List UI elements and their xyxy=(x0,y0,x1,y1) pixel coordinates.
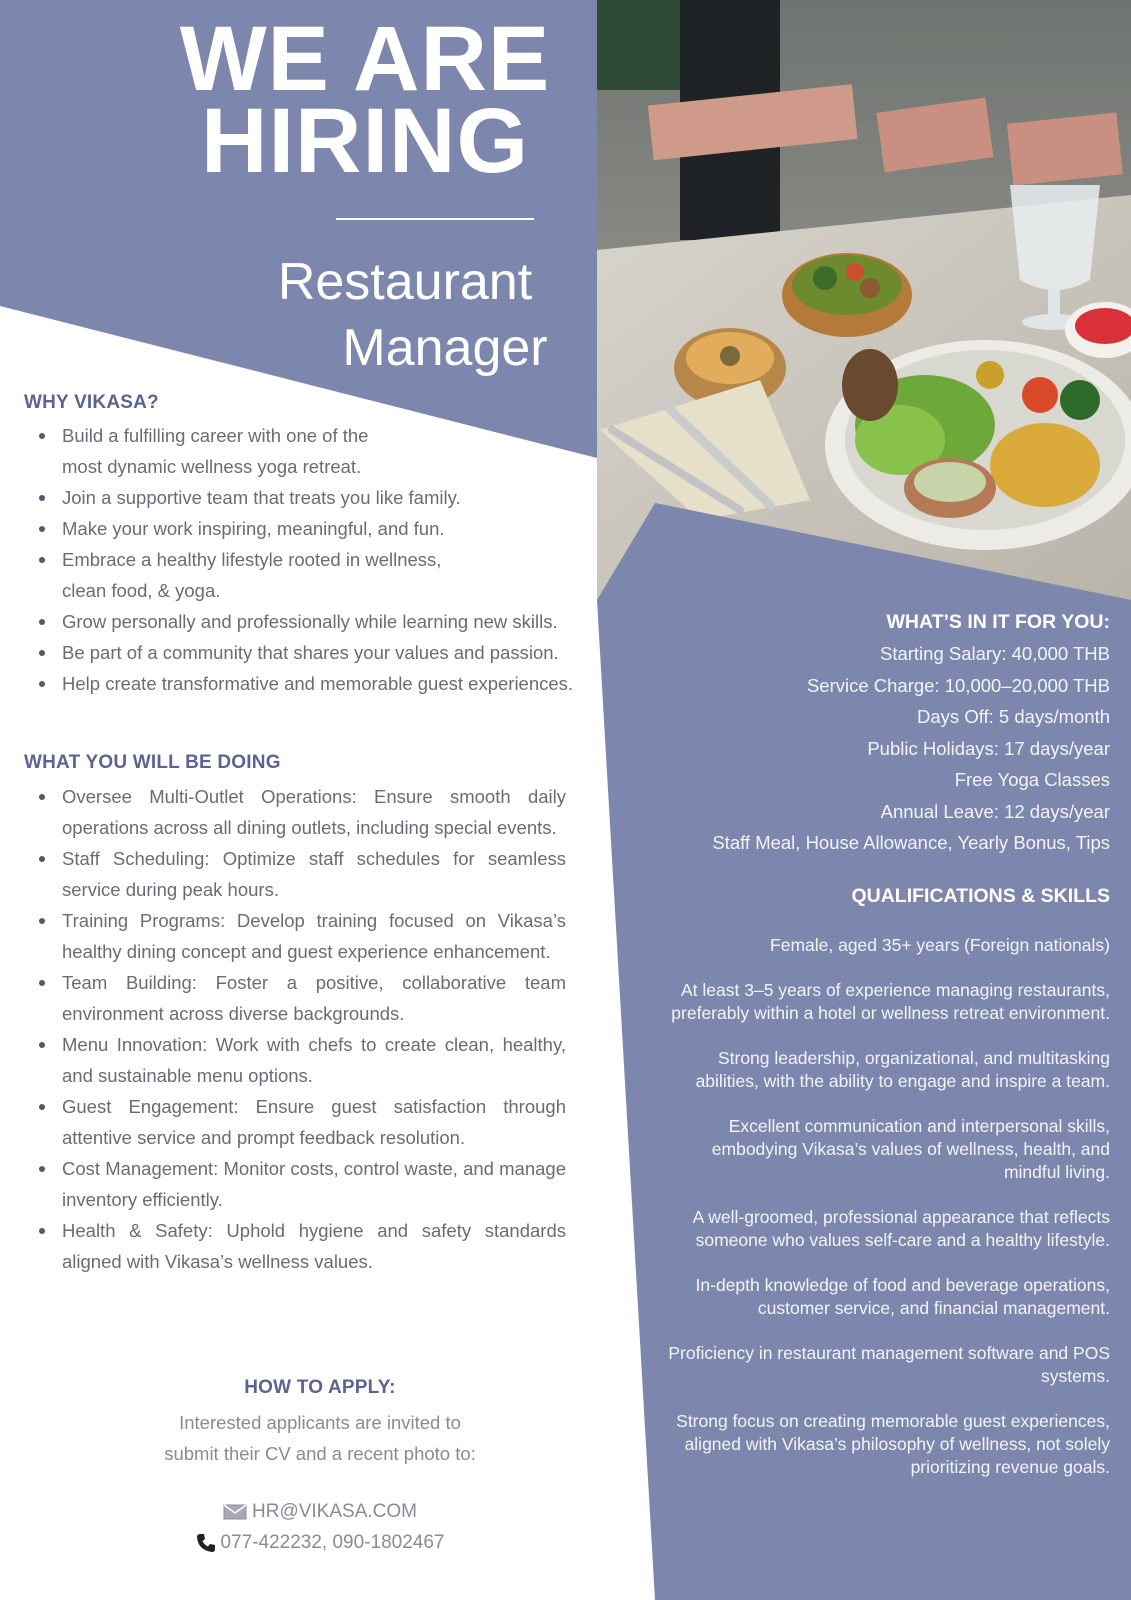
why-vikasa-list xyxy=(24,420,624,699)
list-item: Free Yoga Classes xyxy=(954,769,1110,790)
title-divider xyxy=(336,218,534,220)
list-item: Excellent communication and interpersonal skills, embodying Vikasa’s values of wellness, health, and mindful living. xyxy=(711,1116,1110,1182)
hiring-title-line1: WE ARE xyxy=(179,8,551,110)
list-item: Guest Engagement: Ensure guest satisfaction through attentive service and prompt feedback resolution. xyxy=(24,1091,566,1153)
list-item: Days Off: 5 days/month xyxy=(917,706,1110,727)
phone-icon xyxy=(196,1533,216,1553)
list-item: Strong leadership, organizational, and multitasking abilities, with the ability to engage and inspire a team. xyxy=(695,1048,1110,1091)
hiring-title-line2: HIRING xyxy=(201,90,529,192)
list-item: Embrace a healthy lifestyle rooted in wellness, clean food, & yoga. xyxy=(24,544,482,606)
list-item: Female, aged 35+ years (Foreign nationals) xyxy=(770,935,1110,955)
list-item: Service Charge: 10,000–20,000 THB xyxy=(806,674,1110,696)
how-to-apply-heading: HOW TO APPLY: xyxy=(244,1377,396,1398)
list-item: Strong focus on creating memorable guest experiences, aligned with Vikasa’s philosophy of wellness, not solely prioritizing revenue goals. xyxy=(676,1411,1110,1477)
list-item: In-depth knowledge of food and beverage operations, customer service, and financial management. xyxy=(695,1275,1110,1318)
perks-list xyxy=(660,638,1110,859)
role-title-line2: Manager xyxy=(342,319,548,377)
apply-instructions-line1: Interested applicants are invited to xyxy=(179,1412,461,1433)
qualifications-list xyxy=(660,934,1110,1501)
apply-instructions xyxy=(140,1407,500,1469)
list-item: Cost Management: Monitor costs, control waste, and manage inventory efficiently. xyxy=(24,1153,566,1215)
list-item: Oversee Multi-Outlet Operations: Ensure smooth daily operations across all dining outlets, including special events. xyxy=(24,781,566,843)
apply-instructions-line2: submit their CV and a recent photo to: xyxy=(164,1443,476,1464)
list-item: At least 3–5 years of experience managing restaurants, preferably within a hotel or wellness retreat environment. xyxy=(671,980,1110,1023)
list-item: Be part of a community that shares your values and passion. xyxy=(24,637,624,668)
hiring-title xyxy=(150,8,580,192)
contact-phone-text[interactable]: 077-422232, 090-1802467 xyxy=(220,1532,445,1553)
why-vikasa-heading: WHY VIKASA? xyxy=(24,392,159,413)
list-item: Staff Scheduling: Optimize staff schedules for seamless service during peak hours. xyxy=(24,843,566,905)
list-item: Build a fulfilling career with one of the most dynamic wellness yoga retreat. xyxy=(24,420,402,482)
contact-phone[interactable] xyxy=(140,1532,500,1554)
list-item: Join a supportive team that treats you like family. xyxy=(24,482,624,513)
perks-heading: WHAT’S IN IT FOR YOU: xyxy=(886,611,1110,633)
list-item: Training Programs: Develop training focused on Vikasa’s healthy dining concept and guest experience enhancement. xyxy=(24,905,566,967)
list-item: Staff Meal, House Allowance, Yearly Bonus, Tips xyxy=(712,832,1110,853)
list-item: Annual Leave: 12 days/year xyxy=(880,800,1110,822)
qualifications-heading: QUALIFICATIONS & SKILLS xyxy=(851,885,1110,907)
list-item: A well-groomed, professional appearance that reflects someone who values self-care and a healthy lifestyle. xyxy=(692,1207,1110,1250)
list-item: Health & Safety: Uphold hygiene and safety standards aligned with Vikasa’s wellness values. xyxy=(24,1215,566,1277)
role-title-line1: Restaurant xyxy=(277,253,533,311)
contact-email[interactable] xyxy=(140,1501,500,1523)
list-item: Menu Innovation: Work with chefs to create clean, healthy, and sustainable menu options. xyxy=(24,1029,566,1091)
list-item: Team Building: Foster a positive, collaborative team environment across diverse backgrounds. xyxy=(24,967,566,1029)
envelope-icon xyxy=(223,1504,247,1520)
duties-list xyxy=(24,781,566,1277)
list-item: Starting Salary: 40,000 THB xyxy=(879,643,1110,664)
duties-heading: WHAT YOU WILL BE DOING xyxy=(24,752,281,773)
list-item: Grow personally and professionally while learning new skills. xyxy=(24,606,624,637)
list-item: Make your work inspiring, meaningful, and fun. xyxy=(24,513,624,544)
list-item: Help create transformative and memorable guest experiences. xyxy=(24,668,624,699)
list-item: Public Holidays: 17 days/year xyxy=(867,737,1110,759)
contact-email-text[interactable]: HR@VIKASA.COM xyxy=(252,1501,417,1522)
list-item: Proficiency in restaurant management software and POS systems. xyxy=(668,1343,1110,1386)
